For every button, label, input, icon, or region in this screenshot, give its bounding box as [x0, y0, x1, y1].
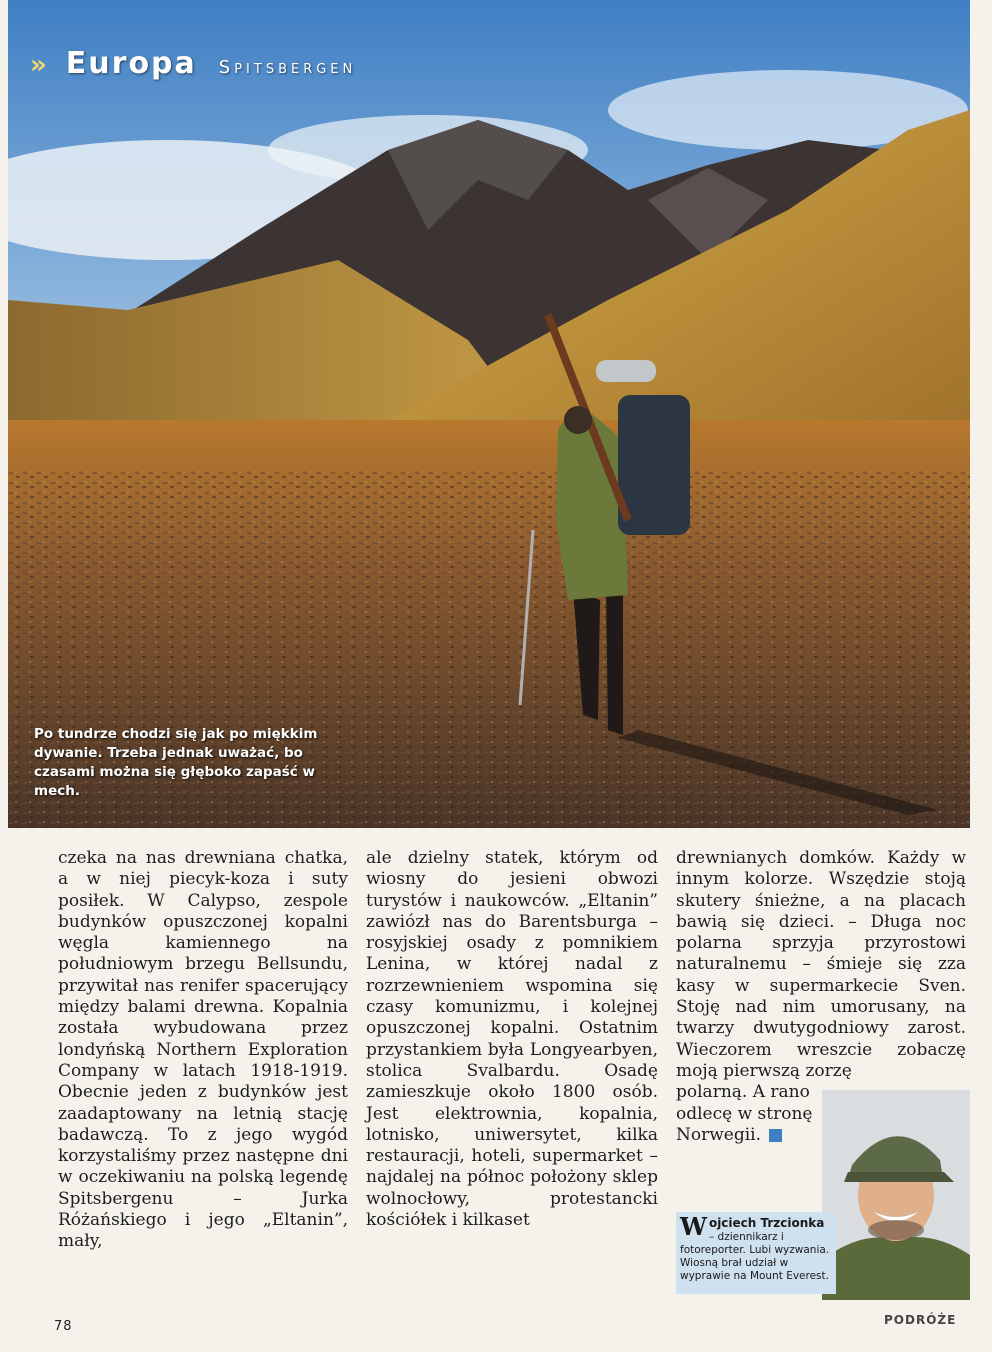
end-square-icon: [769, 1129, 782, 1142]
author-photo: [822, 1090, 970, 1300]
author-portrait: [822, 1090, 970, 1300]
page-number: 78: [54, 1319, 73, 1334]
author-bio: – dziennikarz i fotoreporter. Lubi wyzwania. Wiosną brał udział w wyprawie na Mount Everest.: [680, 1231, 830, 1282]
chevron-right-icon: »: [30, 50, 44, 80]
article-text-line: polarną. A rano: [676, 1082, 810, 1103]
article-column-2: [366, 848, 658, 1231]
region-title: Spitsbergen: [218, 57, 357, 78]
author-name: ojciech Trzcionka: [708, 1216, 825, 1230]
article-text: czeka na nas drewniana chatka, a w niej piecyk-koza i suty posiłek. W Calypso, zespole budynków opuszczonej kopalni węgla kamiennego na południowym brzegu Bellsundu, przywitał nas renifer spacerujący między balami drewna. Kopalnia została wybudowana przez londyńską Northern Exploration Company w latach 1918-1919. Obecnie jeden z budynków jest zaadaptowany na letnią stację badawczą. To z jego wygód korzystaliśmy przez następne dni w oczekiwaniu na polską legendę Spitsbergenu – Jurka Różańskiego i jego „Eltanin”, mały,: [58, 848, 348, 1252]
photo-caption: Po tundrze chodzi się jak po miękkim dywanie. Trzeba jednak uważać, bo czasami można się głęboko zapaść w mech.: [34, 726, 318, 799]
author-initial: W: [680, 1212, 707, 1241]
article-text-line: odlecę w stronę: [676, 1103, 813, 1124]
podroze-logo: PODRÓŻE: [884, 1313, 957, 1327]
article-column-1: [58, 848, 348, 1253]
article-text: drewnianych domków. Każdy w innym kolorze. Wszędzie stoją skutery śnieżne, a na placach bawią się dzieci. – Długa noc polarna sprzyja przyrostowi naturalnemu – śmieje się zza kasy w supermarkecie Sven. Stoję nad nim umorusany, na twarzy dwutygodniowy zarost. Wieczorem wreszcie zobaczę moją pierwszą zorzę: [676, 848, 966, 1081]
section-title: Europa: [65, 46, 197, 81]
article-text-end: Norwegii.: [676, 1124, 762, 1145]
section-header: [30, 46, 356, 81]
article-text: ale dzielny statek, którym od wiosny do jesieni obwozi turystów i naukowców. „Eltanin” zawiózł nas do Barentsburga – rosyjskiej osady z pomnikiem Lenina, w której nadal z rozrzewnieniem wspomina się czasy komunizmu, i kolejnej opuszczonej kopalni. Ostatnim przystankiem była Longyearbyen, stolica Svalbardu. Osadę zamieszkuje około 1800 osób. Jest elektrownia, kopalnia, lotnisko, uniwersytet, kilka restauracji, hoteli, supermarket – najdalej na północ położony sklep wolnocłowy, protestancki kościółek i kilkaset: [366, 848, 658, 1231]
spitsbergen-landscape-illustration: [8, 0, 970, 828]
hero-photo: [8, 0, 970, 828]
article-text-line: [676, 1125, 836, 1146]
author-box: [676, 1212, 836, 1294]
